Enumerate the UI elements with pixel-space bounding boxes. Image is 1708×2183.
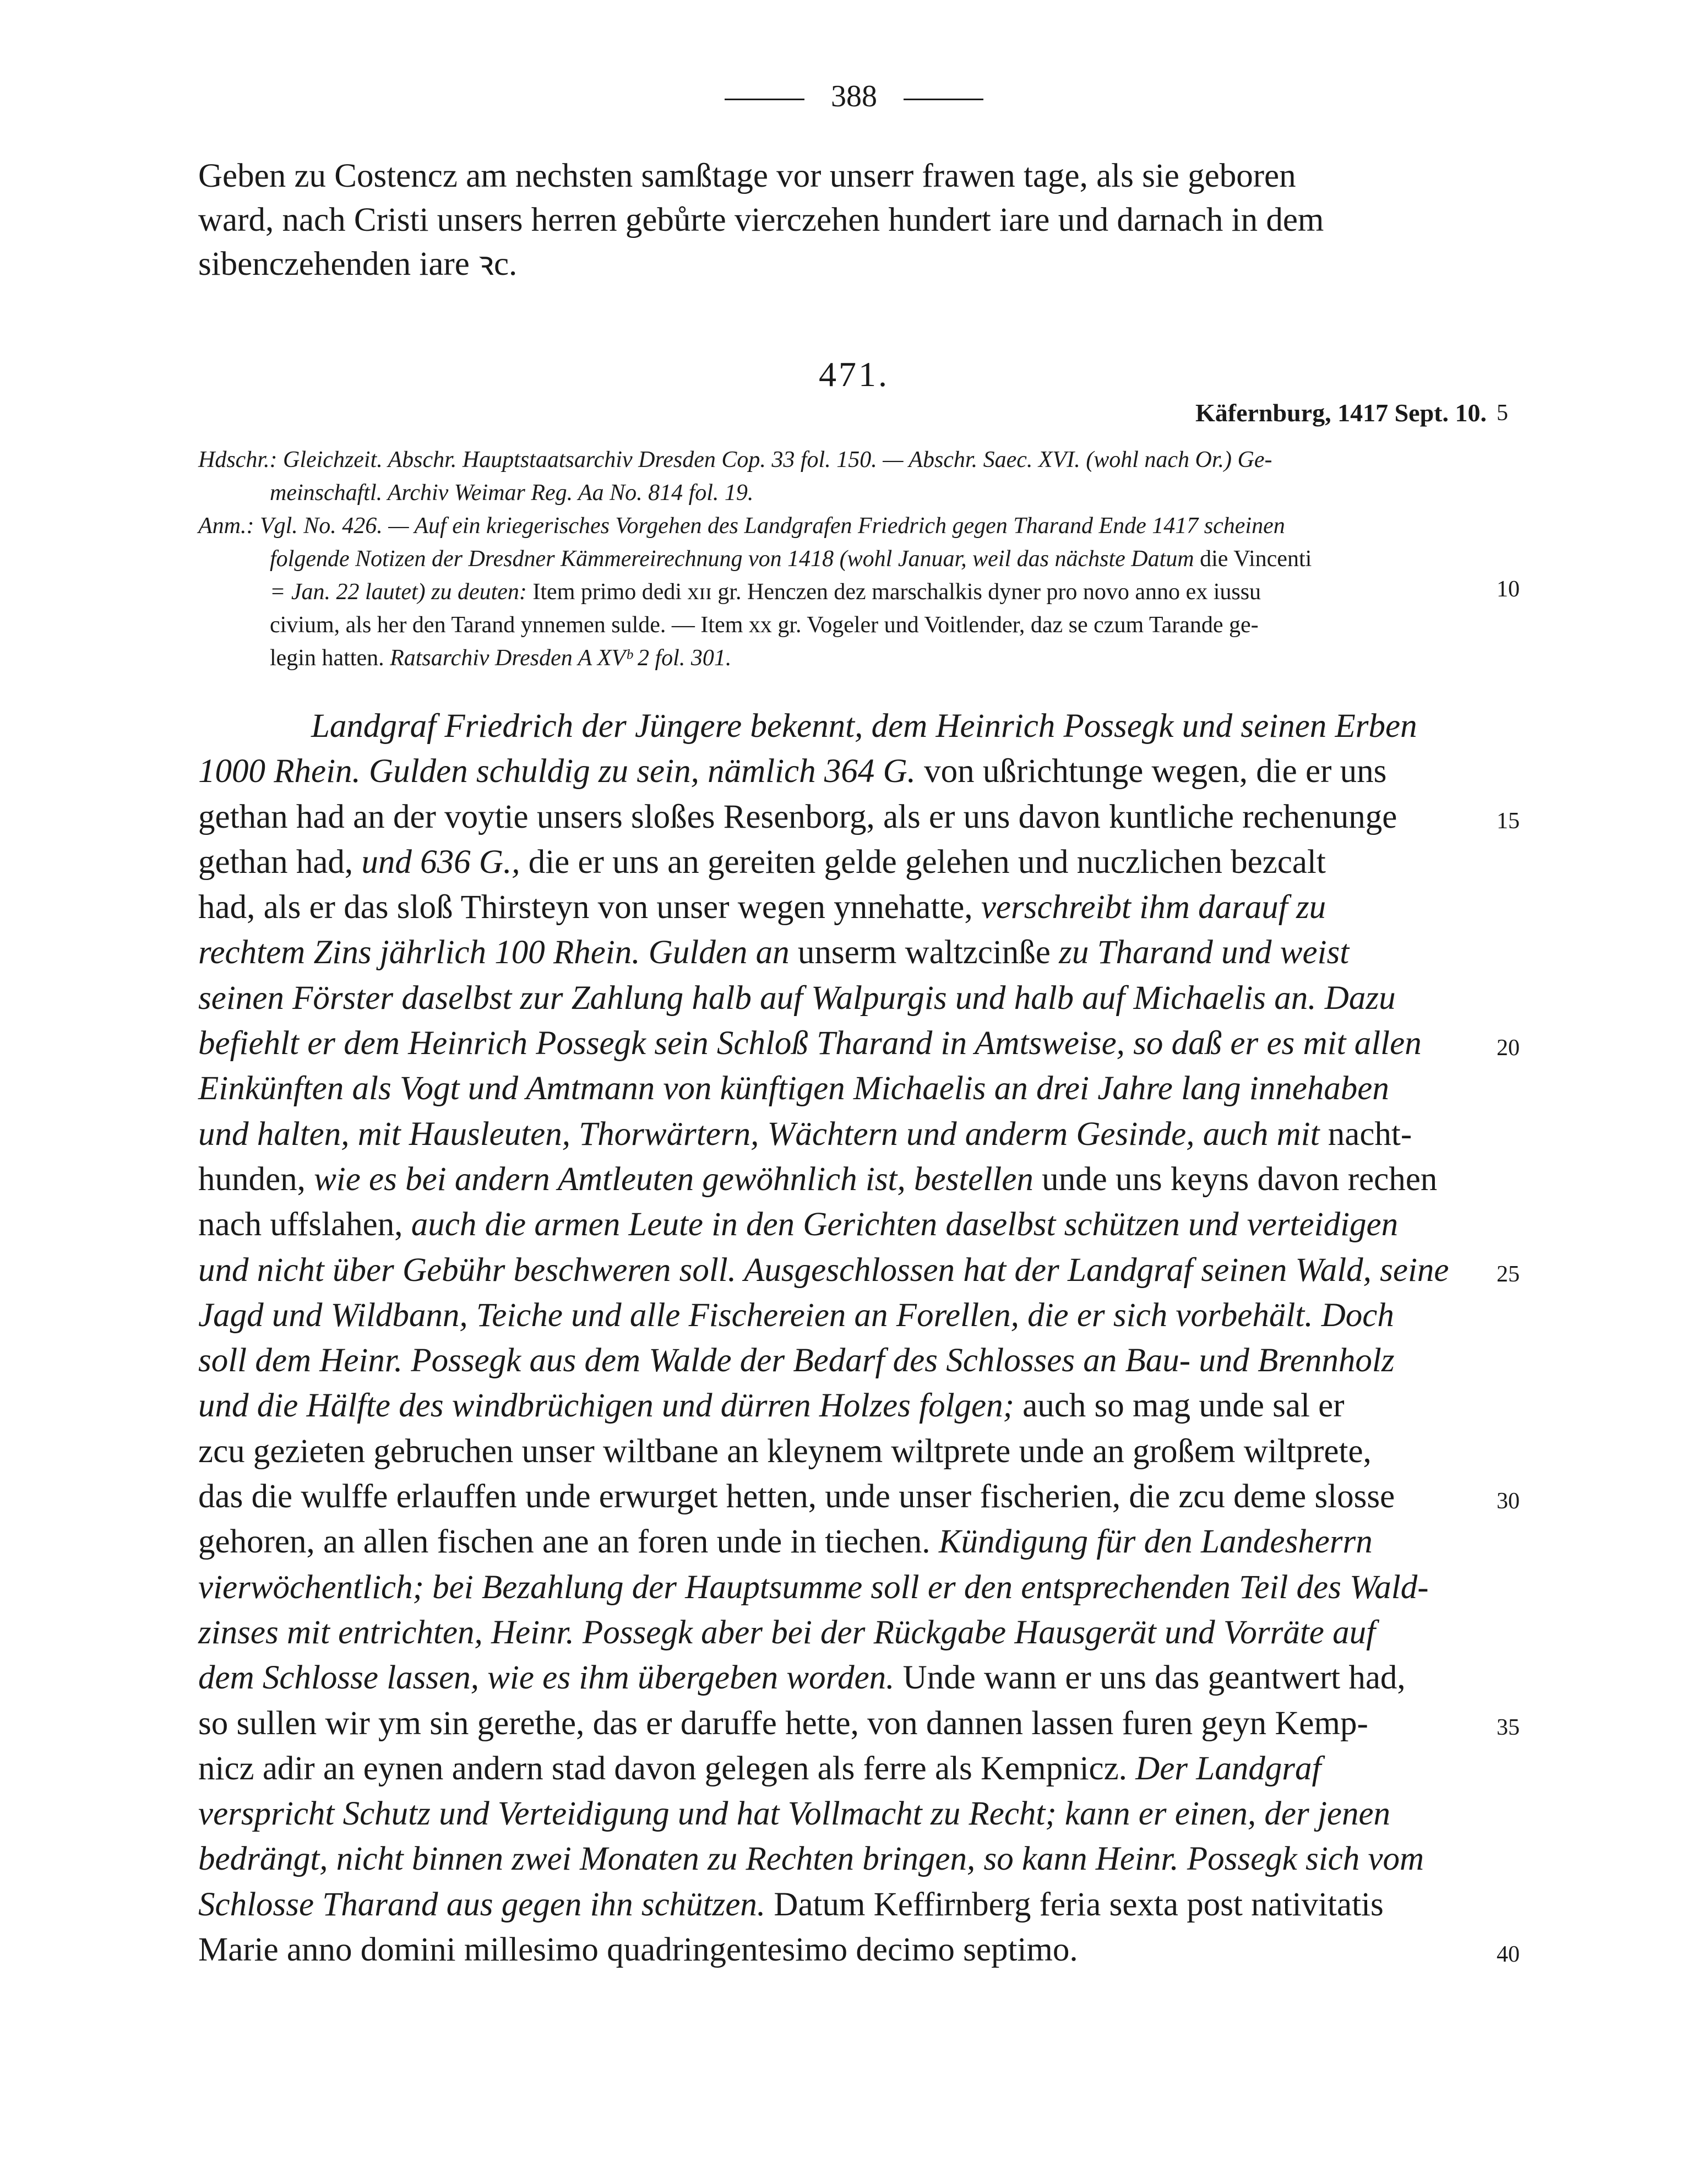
text-line: dem Schlosse lassen, wie es ihm übergeben worden. Unde wann er uns das geantwert had, [198,1659,1406,1697]
page-number: 388 [831,79,877,113]
text-line: Marie anno domini millesimo quadringentesimo decimo septimo. [198,1931,1078,1969]
text-line: gethan had, und 636 G., die er uns an gereiten gelde gelehen und nuczlichen bezcalt [198,843,1326,881]
note-line: legin hatten. Ratsarchiv Dresden A XVᵇ 2 fol. 301. [270,645,732,671]
note-line: civium, als her den Tarand ynnemen sulde. — Item xx gr. Vogeler und Voitlender, daz se czum Tarande ge- [270,612,1259,638]
note-line: meinschaftl. Archiv Weimar Reg. Aa No. 814 fol. 19. [270,480,754,506]
text-line: nicz adir an eynen andern stad davon gelegen als ferre als Kempnicz. Der Landgraf [198,1750,1321,1787]
note-line: folgende Notizen der Dresdner Kämmereirechnung von 1418 (wohl Januar, weil das nächste Datum die Vincenti [270,546,1312,572]
text-line: vierwöchentlich; bei Bezahlung der Hauptsumme soll er den entsprechenden Teil des Wald- [198,1568,1429,1606]
line-number: 25 [1497,1262,1520,1287]
text-line: Schlosse Tharand aus gegen ihn schützen. Datum Keffirnberg feria sexta post nativitatis [198,1886,1384,1923]
text-line: gehoren, an allen fischen ane an foren unde in tiechen. Kündigung für den Landesherrn [198,1523,1373,1561]
line-number: 40 [1497,1942,1520,1967]
line-number: 5 [1497,400,1508,426]
note-line: Hdschr.: Gleichzeit. Abschr. Hauptstaatsarchiv Dresden Cop. 33 fol. 150. — Abschr. Saec. XVI. (wohl nach Or.) Ge- [198,447,1272,473]
document-date-place: Käfernburg, 1417 Sept. 10. [1195,399,1487,427]
editorial-notes [198,443,1487,675]
text-line: zcu gezieten gebruchen unser wiltbane an kleynem wiltprete unde an großem wiltprete, [198,1432,1372,1470]
text-line: hunden, wie es bei andern Amtleuten gewöhnlich ist, bestellen unde uns keyns davon rechen [198,1160,1438,1198]
text-line: rechtem Zins jährlich 100 Rhein. Gulden an unserm waltzcinße zu Tharand und weist [198,934,1350,971]
line-number: 35 [1497,1715,1520,1740]
text-line: und halten, mit Hausleuten, Thorwärtern, Wächtern und anderm Gesinde, auch mit nacht- [198,1115,1412,1153]
text-line: Geben zu Costencz am nechsten samßtage vor unserr frawen tage, als sie geboren [198,158,1296,194]
text-line: bedrängt, nicht binnen zwei Monaten zu Rechten bringen, so kann Heinr. Possegk sich vom [198,1840,1424,1878]
text-line: Jagd und Wildbann, Teiche und alle Fischereien an Forellen, die er sich vorbehält. Doch [198,1296,1394,1334]
header-rule-right [904,99,983,100]
text-line: soll dem Heinr. Possegk aus dem Walde der Bedarf des Schlosses an Bau- und Brennholz [198,1342,1395,1380]
text-line: sibenczehenden iare ꝛc. [198,246,518,283]
line-number: 20 [1497,1035,1520,1061]
text-line: gethan had an der voytie unsers sloßes Resenborg, als er uns davon kuntliche rechenunge [198,798,1397,835]
text-line: 1000 Rhein. Gulden schuldig zu sein, nämlich 364 G. von ußrichtunge wegen, die er uns [198,753,1387,790]
text-line: verspricht Schutz und Verteidigung und hat Vollmacht zu Recht; kann er einen, der jenen [198,1795,1391,1833]
line-number: 15 [1497,808,1520,834]
preceding-document-end [198,154,1487,286]
note-line: Anm.: Vgl. No. 426. — Auf ein kriegerisches Vorgehen des Landgrafen Friedrich gegen Tharand Ende 1417 scheinen [198,513,1285,539]
page-header [0,77,1708,116]
line-number: 10 [1497,577,1520,602]
text-line: und nicht über Gebühr beschweren soll. Ausgeschlossen hat der Landgraf seinen Wald, seine [198,1251,1449,1289]
text-line: had, als er das sloß Thirsteyn von unser wegen ynnehatte, verschreibt ihm darauf zu [198,889,1326,926]
note-line: = Jan. 22 lautet) zu deuten: Item primo dedi xɪɪ gr. Henczen dez marschalkis dyner pro novo anno ex iussu [270,579,1261,605]
document-number: 471. [819,355,889,394]
text-line: so sullen wir ym sin gerethe, das er daruffe hette, von dannen lassen furen geyn Kemp- [198,1704,1368,1742]
header-rule-left [725,99,804,100]
line-number: 30 [1497,1489,1520,1514]
text-line: und die Hälfte des windbrüchigen und dürren Holzes folgen; auch so mag unde sal er [198,1387,1345,1425]
text-line: nach uffslahen, auch die armen Leute in den Gerichten daselbst schützen und verteidigen [198,1206,1399,1243]
text-line: ward, nach Cristi unsers herren gebůrte vierczehen hundert iare und darnach in dem [198,202,1324,238]
text-line: befiehlt er dem Heinrich Possegk sein Schloß Tharand in Amtsweise, so daß er es mit allen [198,1025,1422,1062]
text-line: zinses mit entrichten, Heinr. Possegk aber bei der Rückgabe Hausgerät und Vorräte auf [198,1614,1376,1651]
text-line: Landgraf Friedrich der Jüngere bekennt, dem Heinrich Possegk und seinen Erben [311,708,1417,745]
regest-text [198,704,1487,1973]
text-line: seinen Förster daselbst zur Zahlung halb auf Walpurgis und halb auf Michaelis an. Dazu [198,979,1396,1017]
text-line: das die wulffe erlauffen unde erwurget hetten, unde unser fischerien, die zcu deme slosse [198,1478,1395,1516]
text-line: Einkünften als Vogt und Amtmann von künftigen Michaelis an drei Jahre lang innehaben [198,1070,1389,1107]
